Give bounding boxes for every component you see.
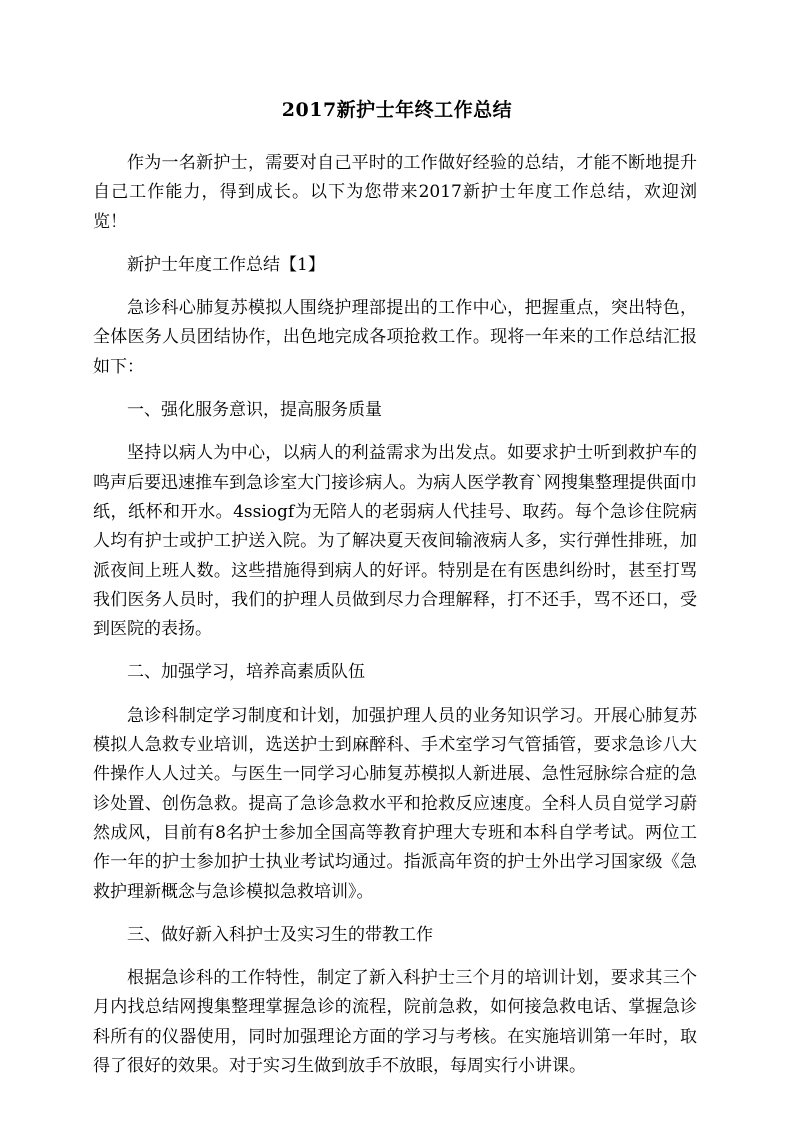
section-heading-summary-1: 新护士年度工作总结【1】 (127, 254, 325, 275)
summary-intro-paragraph: 急诊科心肺复苏模拟人围绕护理部提出的工作中心，把握重点，突出特色，全体医务人员团结协作，出色地完成各项抢救工作。现将一年来的工作总结汇报如下： (93, 298, 697, 377)
section-heading-teaching: 三、做好新入科护士及实习生的带教工作 (127, 924, 433, 945)
document-title: 2017新护士年终工作总结 (281, 99, 513, 121)
teaching-paragraph: 根据急诊科的工作特性，制定了新入科护士三个月的培训计划，要求其三个月内找总结网搜集整理掌握急诊的流程，院前急救，如何接急救电话、掌握急诊科所有的仪器使用，同时加强理论方面的学习与考核。在实施培训第一年时，取得了很好的效果。对于实习生做到放手不放眼，每周实行小讲课。 (93, 968, 697, 1077)
document-body (93, 149, 697, 1095)
section-heading-service: 一、强化服务意识，提高服务质量 (127, 400, 382, 421)
learning-paragraph: 急诊科制定学习制度和计划，加强护理人员的业务知识学习。开展心肺复苏模拟人急救专业培训，选送护士到麻醉科、手术室学习气管插管，要求急诊八大件操作人人过关。与医生一同学习心肺复苏模拟人新进展、急性冠脉综合症的急诊处置、创伤急救。提高了急诊急救水平和抢救反应速度。全科人员自觉学习蔚然成风，目前有8名护士参加全国高等教育护理大专班和本科自学考试。两位工作一年的护士参加护士执业考试均通过。指派高年资的护士外出学习国家级《急救护理新概念与急诊模拟急救培训》。 (93, 705, 697, 902)
section-heading-learning: 二、加强学习，培养高素质队伍 (127, 662, 365, 683)
service-paragraph: 坚持以病人为中心，以病人的利益需求为出发点。如要求护士听到救护车的鸣声后要迅速推车到急诊室大门接诊病人。为病人医学教育`网搜集整理提供面巾纸，纸杯和开水。4ssiogf为无陪人的老弱病人代挂号、取药。每个急诊住院病人均有护士或护工护送入院。为了解决夏天夜间输液病人多，实行弹性排班，加派夜间上班人数。这些措施得到病人的好评。特别是在有医患纠纷时，甚至打骂我们医务人员时，我们的护理人员做到尽力合理解释，打不还手，骂不还口，受到医院的表扬。 (93, 443, 697, 640)
intro-paragraph: 作为一名新护士，需要对自己平时的工作做好经验的总结，才能不断地提升自己工作能力，得到成长。以下为您带来2017新护士年度工作总结，欢迎浏览！ (93, 153, 697, 232)
